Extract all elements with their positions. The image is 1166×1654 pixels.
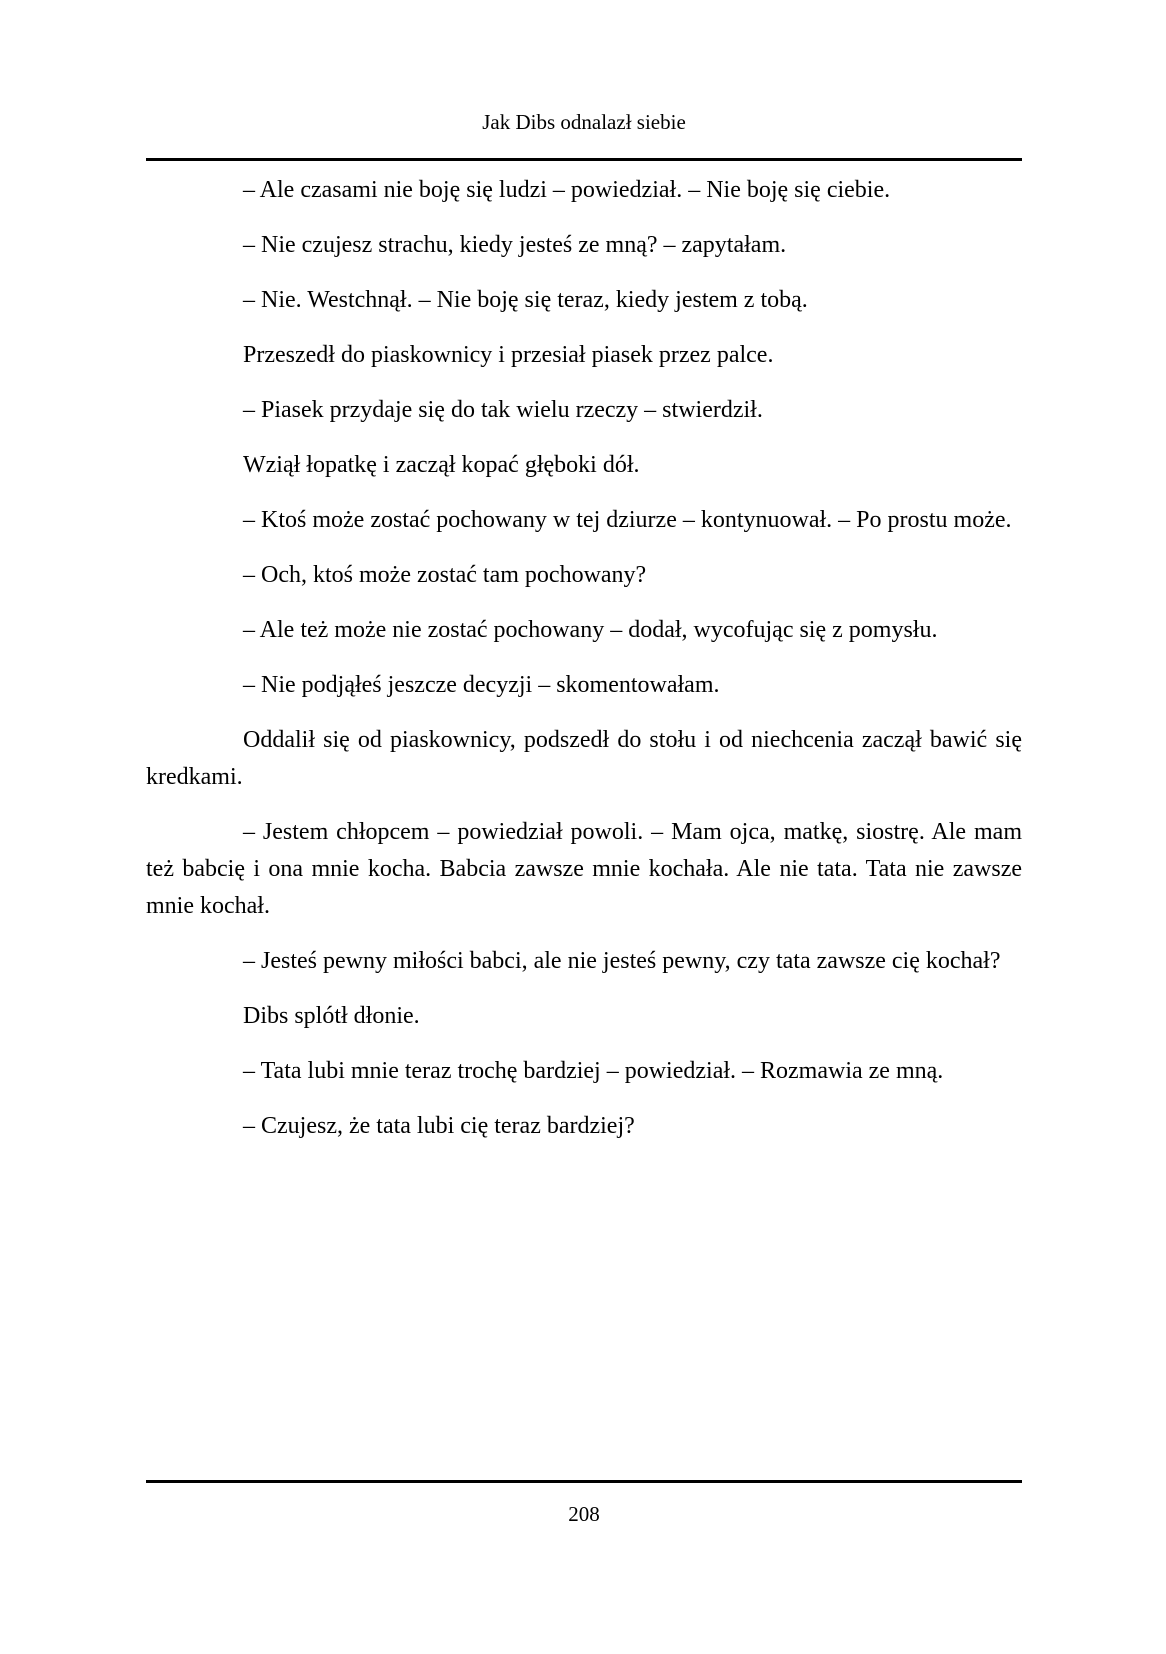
paragraph: – Ktoś może zostać pochowany w tej dziurze – kontynuował. – Po prostu może.	[243, 507, 1012, 534]
paragraph: – Nie podjąłeś jeszcze decyzji – skomentowałam.	[243, 672, 720, 699]
page-number: 208	[568, 1502, 600, 1526]
footer-rule	[146, 1480, 1022, 1483]
paragraph: – Jesteś pewny miłości babci, ale nie jesteś pewny, czy tata zawsze cię kochał?	[243, 948, 1001, 975]
paragraph: Oddalił się od piaskownicy, podszedł do stołu i od niechcenia zaczął bawić się kredkami.	[146, 727, 1022, 791]
paragraph: – Ale czasami nie boję się ludzi – powiedział. – Nie boję się ciebie.	[243, 177, 891, 204]
page-content	[146, 0, 1022, 1163]
paragraph: Wziął łopatkę i zaczął kopać głęboki dół.	[243, 452, 640, 479]
paragraph: – Tata lubi mnie teraz trochę bardziej – powiedział. – Rozmawia ze mną.	[243, 1058, 944, 1085]
paragraph: – Och, ktoś może zostać tam pochowany?	[243, 562, 647, 589]
paragraph: Przeszedł do piaskownicy i przesiał piasek przez palce.	[243, 342, 774, 369]
header-rule	[146, 158, 1022, 161]
paragraph: – Nie. Westchnął. – Nie boję się teraz, kiedy jestem z tobą.	[243, 287, 808, 314]
paragraph: – Nie czujesz strachu, kiedy jesteś ze mną? – zapytałam.	[243, 232, 787, 259]
paragraph: – Jestem chłopcem – powiedział powoli. – Mam ojca, matkę, siostrę. Ale mam też babcię i ona mnie kocha. Babcia zawsze mnie kochała. Ale nie tata. Tata nie zawsze mnie kochał.	[146, 819, 1022, 920]
body-text	[146, 172, 1022, 1145]
paragraph: – Piasek przydaje się do tak wielu rzeczy – stwierdził.	[243, 397, 763, 424]
paragraph: Dibs splótł dłonie.	[243, 1003, 420, 1030]
paragraph: – Ale też może nie zostać pochowany – dodał, wycofując się z pomysłu.	[243, 617, 938, 644]
running-head-title: Jak Dibs odnalazł siebie	[482, 110, 686, 134]
paragraph: – Czujesz, że tata lubi cię teraz bardziej?	[243, 1113, 635, 1140]
